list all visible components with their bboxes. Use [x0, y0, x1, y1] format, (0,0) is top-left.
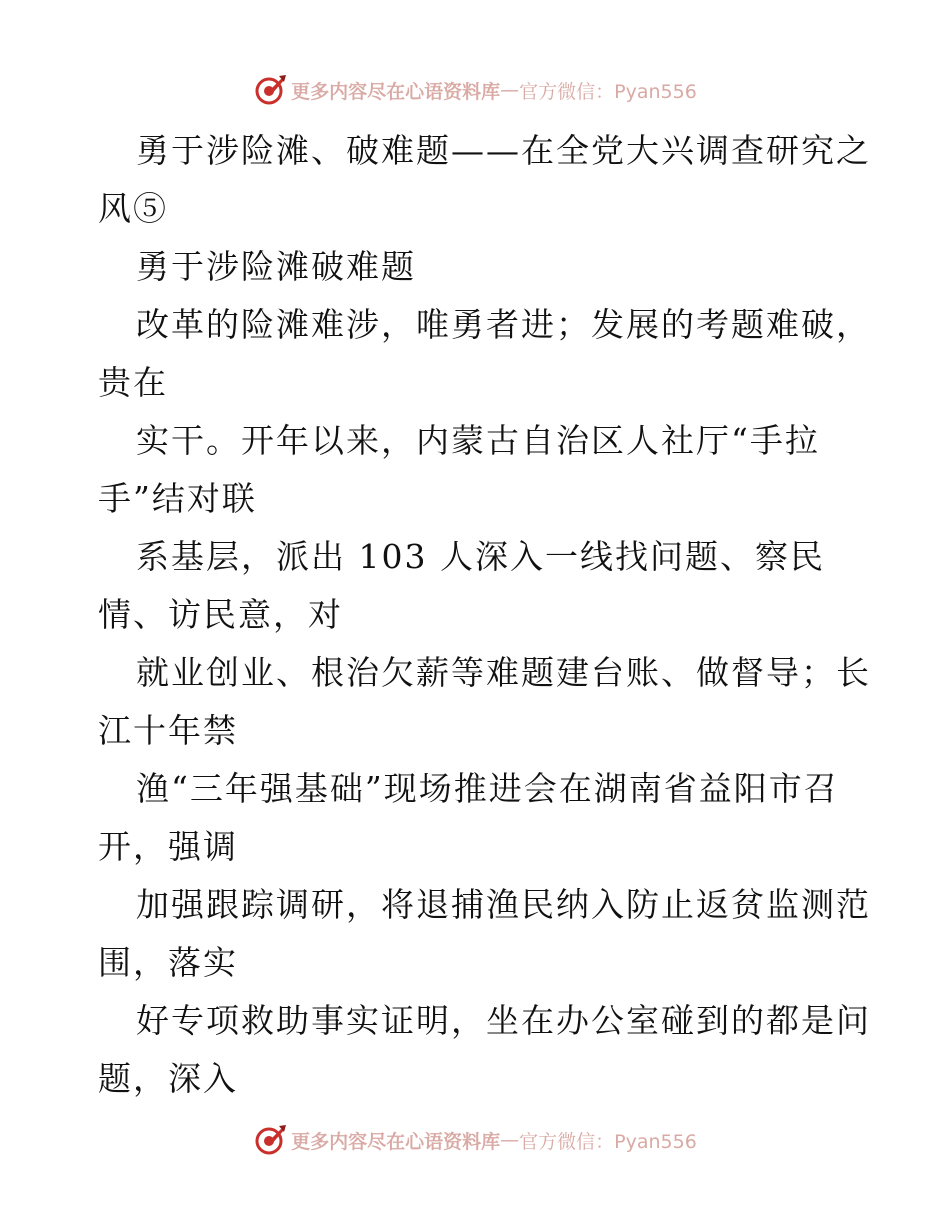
- body-line: 渔“三年强基础”现场推进会在湖南省益阳市召: [136, 769, 839, 808]
- body-line: 实干。开年以来，内蒙古自治区人社厅“手拉: [136, 421, 820, 460]
- header-watermark-separator: —: [500, 79, 520, 101]
- footer-watermark-contact: 官方微信：Pyan556: [519, 1130, 697, 1153]
- body-line: 开，强调: [98, 827, 238, 866]
- body-line: 手”结对联: [98, 479, 257, 518]
- body-line: 加强跟踪调研，将退捕渔民纳入防止返贫监测范: [136, 885, 871, 924]
- body-line: 风⑤: [98, 189, 168, 228]
- header-watermark-banner: [0, 70, 950, 110]
- body-line: 贵在: [98, 363, 168, 402]
- document-body: [98, 122, 871, 1108]
- header-watermark-contact: 官方微信：Pyan556: [519, 80, 697, 103]
- body-line: 江十年禁: [98, 711, 238, 750]
- body-line: 勇于涉险滩、破难题——在全党大兴调查研究之: [136, 131, 871, 170]
- header-watermark-text: 更多内容尽在心语资料库: [291, 80, 501, 103]
- footer-watermark-separator: —: [500, 1129, 520, 1151]
- body-line: 情、访民意，对: [98, 595, 343, 634]
- body-line: 好专项救助事实证明，坐在办公室碰到的都是问: [136, 1001, 871, 1040]
- footer-watermark-text: 更多内容尽在心语资料库: [291, 1130, 501, 1153]
- body-line: 围，落实: [98, 943, 238, 982]
- footer-watermark-banner: [0, 1120, 950, 1160]
- body-line: 勇于涉险滩破难题: [136, 247, 416, 286]
- body-line: 改革的险滩难涉，唯勇者进；发展的考题难破，: [136, 305, 871, 344]
- body-line: 系基层，派出 103 人深入一线找问题、察民: [136, 537, 825, 576]
- quill-logo-icon: [253, 73, 287, 107]
- body-line: 就业创业、根治欠薪等难题建台账、做督导；长: [136, 653, 871, 692]
- body-line: 题，深入: [98, 1059, 238, 1098]
- quill-logo-icon: [253, 1123, 287, 1157]
